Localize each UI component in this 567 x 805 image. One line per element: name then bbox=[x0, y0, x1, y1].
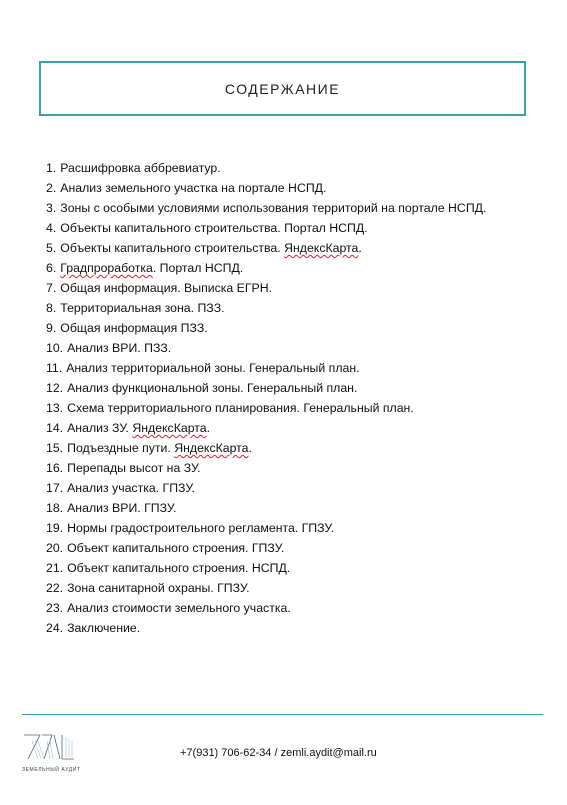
toc-text-segment: Зона санитарной охраны. ГПЗУ. bbox=[67, 581, 250, 595]
toc-item-number: 13. bbox=[46, 401, 64, 415]
toc-text-segment: Анализ ВРИ. ГПЗУ. bbox=[67, 501, 177, 515]
toc-item-number: 5. bbox=[46, 241, 57, 255]
toc-item-number: 14. bbox=[46, 421, 64, 435]
toc-item bbox=[46, 158, 516, 178]
toc-item-number: 19. bbox=[46, 521, 64, 535]
toc-item bbox=[46, 598, 516, 618]
toc-item bbox=[46, 198, 516, 218]
toc-text-segment: Объект капитального строения. ГПЗУ. bbox=[67, 541, 285, 555]
toc-item bbox=[46, 318, 516, 338]
table-of-contents bbox=[46, 158, 516, 638]
toc-text-segment: Общая информация. Выписка ЕГРН. bbox=[60, 281, 273, 295]
toc-text-segment: . bbox=[248, 441, 252, 455]
toc-item-text bbox=[67, 598, 516, 618]
toc-item-number: 15. bbox=[46, 441, 64, 455]
toc-item-number: 18. bbox=[46, 501, 64, 515]
toc-item-number: 3. bbox=[46, 201, 57, 215]
toc-text-segment: Общая информация ПЗЗ. bbox=[60, 321, 208, 335]
toc-item bbox=[46, 458, 516, 478]
toc-text-segment: Зоны с особыми условиями использования территорий на портале НСПД. bbox=[60, 200, 487, 215]
toc-text-segment: Заключение. bbox=[67, 621, 141, 635]
toc-text-segment: Нормы градостроительного регламента. ГПЗУ. bbox=[67, 521, 335, 535]
toc-text-segment: Анализ земельного участка на портале НСПД. bbox=[60, 181, 327, 195]
spellcheck-flagged-word: ЯндексКарта bbox=[284, 241, 359, 255]
toc-item-text bbox=[60, 278, 516, 298]
toc-text-segment: Подъездные пути. bbox=[67, 441, 175, 455]
toc-text-segment: Анализ функциональной зоны. Генеральный план. bbox=[67, 381, 358, 395]
toc-item-number: 6. bbox=[46, 261, 57, 275]
toc-item-number: 16. bbox=[46, 461, 64, 475]
toc-item-number: 8. bbox=[46, 301, 57, 315]
toc-text-segment: Расшифровка аббревиатур. bbox=[60, 161, 221, 175]
spellcheck-flagged-word: ЯндексКарта bbox=[132, 421, 207, 435]
toc-item-text bbox=[67, 478, 516, 498]
toc-item-text bbox=[60, 198, 516, 218]
toc-item bbox=[46, 278, 516, 298]
toc-text-segment: Анализ ЗУ. bbox=[67, 421, 133, 435]
toc-item-text bbox=[67, 618, 516, 638]
spellcheck-flagged-word: ЯндексКарта bbox=[174, 441, 249, 455]
toc-item-text bbox=[66, 358, 516, 378]
toc-item bbox=[46, 498, 516, 518]
toc-item-text bbox=[67, 538, 516, 558]
toc-item-number: 23. bbox=[46, 601, 64, 615]
toc-text-segment: Объекты капитального строительства. bbox=[60, 241, 285, 255]
toc-item-number: 7. bbox=[46, 281, 57, 295]
toc-item-number: 4. bbox=[46, 221, 57, 235]
toc-item bbox=[46, 578, 516, 598]
logo-caption: ЗЕМЕЛЬНЫЙ АУДИТ bbox=[22, 767, 81, 773]
toc-item-text bbox=[60, 318, 516, 338]
toc-item-number: 2. bbox=[46, 181, 57, 195]
toc-item-text bbox=[67, 498, 516, 518]
toc-item bbox=[46, 538, 516, 558]
toc-text-segment: Анализ стоимости земельного участка. bbox=[67, 601, 291, 615]
toc-item-text bbox=[60, 258, 516, 278]
toc-item-number: 17. bbox=[46, 481, 64, 495]
toc-item bbox=[46, 478, 516, 498]
toc-item-number: 22. bbox=[46, 581, 64, 595]
toc-text-segment: Анализ участка. ГПЗУ. bbox=[67, 481, 195, 495]
toc-item-number: 1. bbox=[46, 161, 57, 175]
toc-item-text bbox=[67, 338, 516, 358]
toc-item bbox=[46, 218, 516, 238]
toc-item-text bbox=[67, 558, 516, 578]
toc-item-text bbox=[67, 438, 516, 458]
footer-contact: +7(931) 706-62-34 / zemli.aydit@mail.ru bbox=[180, 747, 377, 759]
toc-item-number: 21. bbox=[46, 561, 64, 575]
toc-text-segment: . Портал НСПД. bbox=[152, 261, 244, 275]
toc-text-segment: Перепады высот на ЗУ. bbox=[67, 461, 201, 475]
toc-item bbox=[46, 398, 516, 418]
toc-item-number: 20. bbox=[46, 541, 64, 555]
toc-item-number: 11. bbox=[46, 361, 63, 375]
footer-divider bbox=[22, 714, 543, 715]
toc-item-number: 10. bbox=[46, 341, 64, 355]
spellcheck-flagged-word: Градпроработка bbox=[60, 261, 153, 275]
toc-item bbox=[46, 258, 516, 278]
toc-item bbox=[46, 178, 516, 198]
toc-item bbox=[46, 238, 516, 258]
toc-item-text bbox=[67, 398, 516, 418]
toc-item bbox=[46, 618, 516, 638]
toc-text-segment: Анализ ВРИ. ПЗЗ. bbox=[67, 341, 172, 355]
toc-text-segment: Схема территориального планирования. Генеральный план. bbox=[67, 401, 414, 415]
toc-item-number: 9. bbox=[46, 321, 57, 335]
toc-text-segment: Анализ территориальной зоны. Генеральный план. bbox=[66, 361, 360, 375]
toc-item-number: 12. bbox=[46, 381, 64, 395]
toc-item-text bbox=[67, 378, 516, 398]
toc-item-number: 24. bbox=[46, 621, 64, 635]
page-title: СОДЕРЖАНИЕ bbox=[224, 80, 341, 97]
toc-text-segment: . bbox=[206, 421, 211, 435]
toc-item bbox=[46, 298, 516, 318]
toc-item bbox=[46, 518, 516, 538]
toc-text-segment: . bbox=[358, 241, 362, 255]
toc-item bbox=[46, 378, 516, 398]
toc-item-text bbox=[60, 298, 516, 318]
toc-item-text bbox=[67, 418, 516, 438]
toc-item-text bbox=[67, 458, 516, 478]
toc-item-text bbox=[60, 178, 516, 198]
toc-item bbox=[46, 438, 516, 458]
toc-item-text bbox=[60, 218, 516, 238]
toc-item bbox=[46, 358, 516, 378]
toc-item bbox=[46, 558, 516, 578]
title-box bbox=[39, 61, 526, 116]
toc-item bbox=[46, 338, 516, 358]
toc-item-text bbox=[60, 238, 516, 258]
toc-item bbox=[46, 418, 516, 438]
toc-item-text bbox=[67, 518, 516, 538]
toc-item-text bbox=[60, 158, 516, 178]
toc-text-segment: Территориальная зона. ПЗЗ. bbox=[60, 301, 225, 315]
toc-text-segment: Объекты капитального строительства. Портал НСПД. bbox=[60, 221, 368, 235]
toc-item-text bbox=[67, 578, 516, 598]
toc-text-segment: Объект капитального строения. НСПД. bbox=[67, 561, 291, 575]
